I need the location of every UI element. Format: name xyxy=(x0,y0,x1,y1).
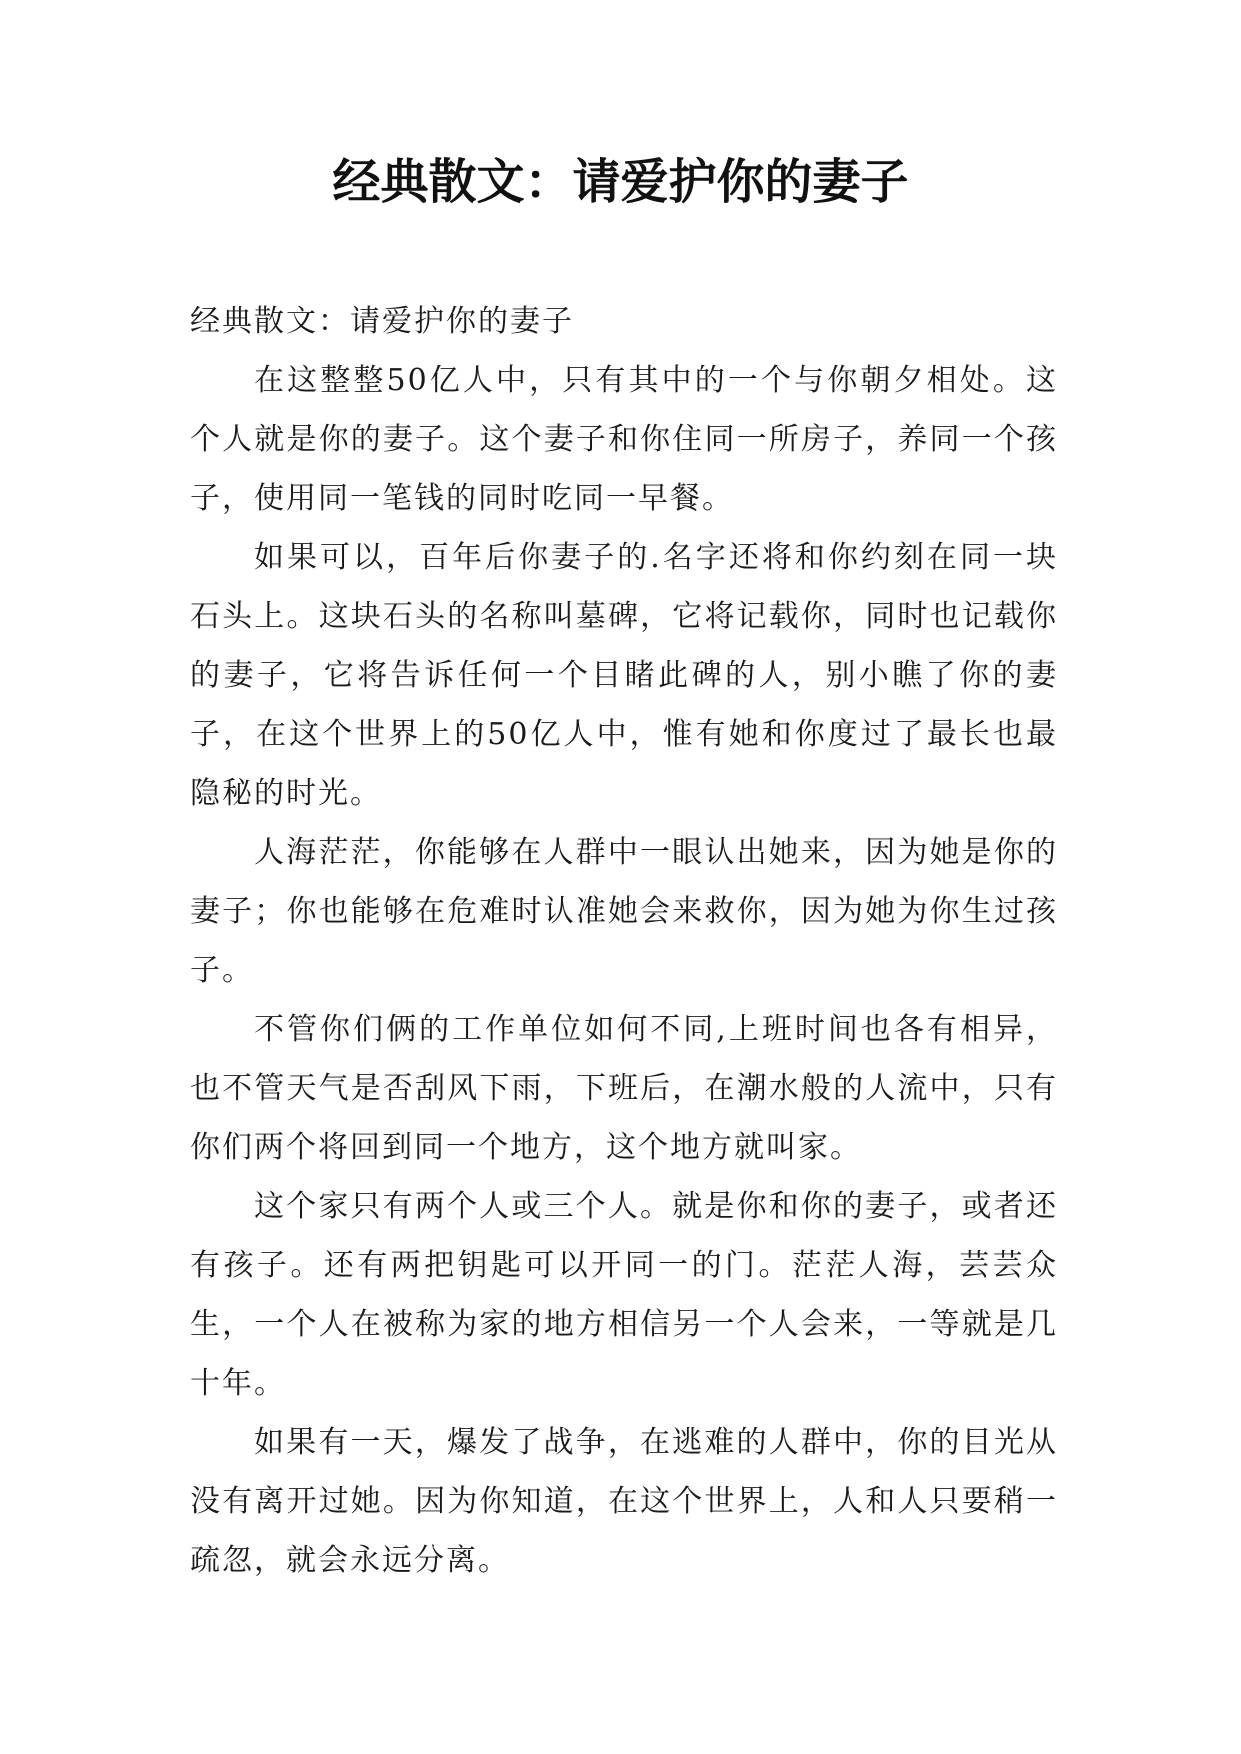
document-title: 经典散文：请爱护你的妻子 xyxy=(332,154,909,210)
document-subtitle: 经典散文：请爱护你的妻子 xyxy=(190,304,574,339)
document-body xyxy=(190,292,1058,1590)
paragraph: 不管你们俩的工作单位如何不同,上班时间也各有相异，也不管天气是否刮风下雨，下班后，在潮水般的人流中，只有你们两个将回到同一个地方，这个地方就叫家。 xyxy=(190,1012,1058,1165)
paragraph: 这个家只有两个人或三个人。就是你和你的妻子，或者还有孩子。还有两把钥匙可以开同一的门。茫茫人海，芸芸众生，一个人在被称为家的地方相信另一个人会来，一等就是几十年。 xyxy=(190,1189,1058,1401)
paragraph: 如果有一天，爆发了战争，在逃难的人群中，你的目光从没有离开过她。因为你知道，在这个世界上，人和人只要稍一疏忽，就会永远分离。 xyxy=(190,1425,1058,1578)
paragraph: 人海茫茫，你能够在人群中一眼认出她来，因为她是你的妻子；你也能够在危难时认准她会来救你，因为她为你生过孩子。 xyxy=(190,835,1058,988)
paragraph: 如果可以，百年后你妻子的.名字还将和你约刻在同一块石头上。这块石头的名称叫墓碑，它将记载你，同时也记载你的妻子，它将告诉任何一个目睹此碑的人，别小瞧了你的妻子，在这个世界上的50亿人中，惟有她和你度过了最长也最隐秘的时光。 xyxy=(190,540,1058,811)
paragraph: 在这整整50亿人中，只有其中的一个与你朝夕相处。这个人就是你的妻子。这个妻子和你住同一所房子，养同一个孩子，使用同一笔钱的同时吃同一早餐。 xyxy=(190,363,1058,516)
